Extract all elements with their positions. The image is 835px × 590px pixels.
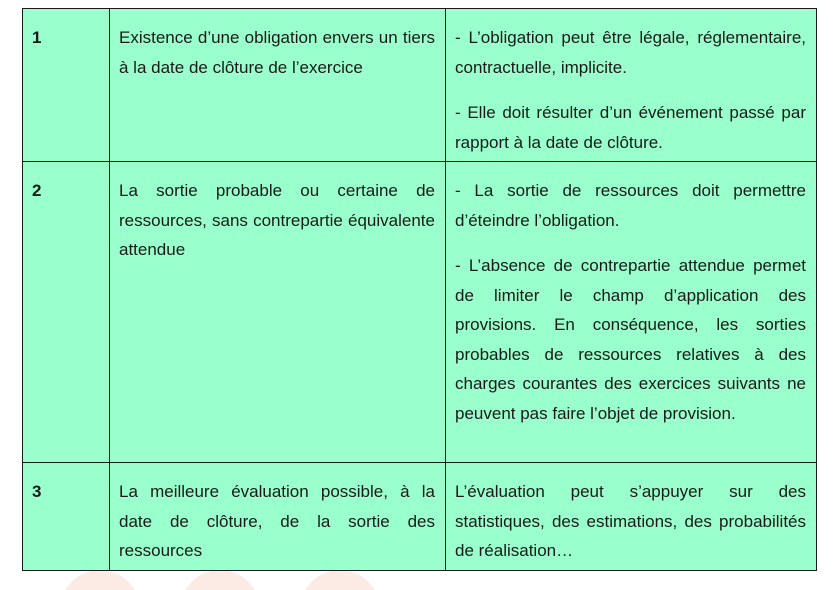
table-row bbox=[23, 9, 817, 162]
detail-paragraph: - L’obligation peut être légale, réglementaire, contractuelle, implicite. bbox=[455, 28, 806, 77]
provision-criteria-table bbox=[22, 8, 817, 571]
details-cell bbox=[446, 9, 817, 162]
criterion-cell: La sortie probable ou certaine de ressources, sans contrepartie équivalente attendue bbox=[110, 162, 446, 463]
criterion-cell: La meilleure évaluation possible, à la date de clôture, de la sortie des ressources bbox=[110, 463, 446, 571]
detail-paragraph: L’évaluation peut s’appuyer sur des statistiques, des estimations, des probabilités de réalisation… bbox=[455, 482, 806, 560]
criterion-cell: Existence d’une obligation envers un tiers à la date de clôture de l’exercice bbox=[110, 9, 446, 162]
detail-paragraph: - La sortie de ressources doit permettre d’éteindre l’obligation. bbox=[455, 181, 806, 230]
row-number: 1 bbox=[23, 9, 110, 162]
details-cell bbox=[446, 162, 817, 463]
row-number: 2 bbox=[23, 162, 110, 463]
table-row bbox=[23, 162, 817, 463]
table-row bbox=[23, 463, 817, 571]
detail-paragraph: - L’absence de contrepartie attendue permet de limiter le champ d’application des provisions. En conséquence, les sorties probables de ressources relatives à des charges courantes des exercices suivants ne peuvent pas faire l’objet de provision. bbox=[455, 256, 806, 423]
details-cell bbox=[446, 463, 817, 571]
row-number: 3 bbox=[23, 463, 110, 571]
detail-paragraph: - Elle doit résulter d’un événement passé par rapport à la date de clôture. bbox=[455, 103, 806, 152]
